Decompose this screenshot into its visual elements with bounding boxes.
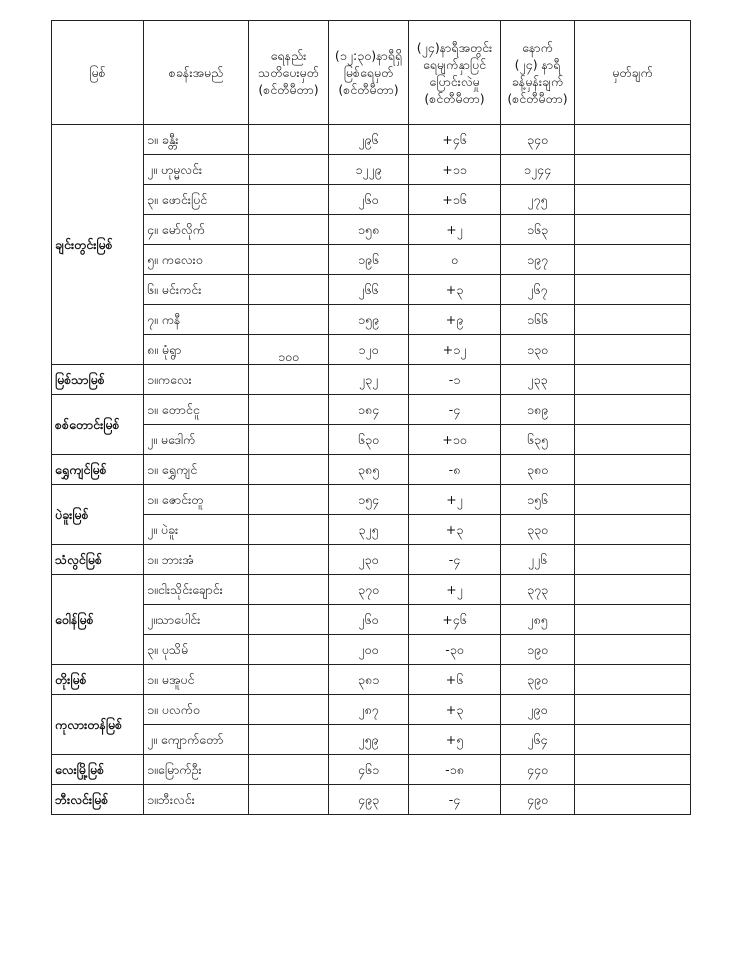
forecast-cell: ၁၈၉ xyxy=(501,395,575,425)
station-name: ၃။ ပုသိမ် xyxy=(144,635,249,665)
station-name: ၁။မြောက်ဦး xyxy=(144,755,249,785)
remarks-cell xyxy=(575,185,691,215)
danger-level-cell xyxy=(249,725,329,755)
change-cell: +၄၆ xyxy=(409,125,501,155)
river-name: မြစ်သာမြစ် xyxy=(52,365,144,395)
current-level-cell: ၂၆၆ xyxy=(329,275,409,305)
table-row xyxy=(52,185,691,215)
current-level-cell: ၆၃၀ xyxy=(329,425,409,455)
river-name: ဘီးလင်းမြစ် xyxy=(52,785,144,815)
station-name: ၁။ မအူပင် xyxy=(144,665,249,695)
current-level-cell: ၁၅၈ xyxy=(329,215,409,245)
table-row xyxy=(52,365,691,395)
table-row xyxy=(52,485,691,515)
change-cell: +၃ xyxy=(409,515,501,545)
change-cell: +၁၂ xyxy=(409,335,501,365)
remarks-cell xyxy=(575,755,691,785)
remarks-cell xyxy=(575,215,691,245)
danger-level-cell xyxy=(249,575,329,605)
remarks-cell xyxy=(575,335,691,365)
header-river: မြစ် xyxy=(52,21,144,125)
change-cell: -၄ xyxy=(409,395,501,425)
current-level-cell: ၁၂၀ xyxy=(329,335,409,365)
station-name: ၂။သာပေါင်း xyxy=(144,605,249,635)
danger-level-cell xyxy=(249,785,329,815)
change-cell: +၂ xyxy=(409,575,501,605)
station-name: ၁။ ခန္တီး xyxy=(144,125,249,155)
danger-level-cell xyxy=(249,305,329,335)
forecast-cell: ၄၉၀ xyxy=(501,785,575,815)
current-level-cell: ၁၅၉ xyxy=(329,305,409,335)
header-remarks: မှတ်ချက် xyxy=(575,21,691,125)
station-name: ၁။ကလေး xyxy=(144,365,249,395)
current-level-cell: ၃၈၅ xyxy=(329,455,409,485)
forecast-cell: ၁၆၆ xyxy=(501,305,575,335)
forecast-cell: ၁၉၀ xyxy=(501,635,575,665)
remarks-cell xyxy=(575,455,691,485)
river-name: ရွှေကျင်မြစ် xyxy=(52,455,144,485)
change-cell: -၄ xyxy=(409,545,501,575)
river-name: သံလွင်မြစ် xyxy=(52,545,144,575)
remarks-cell xyxy=(575,725,691,755)
station-name: ၆။ မင်းကင်း xyxy=(144,275,249,305)
change-cell: -၃၀ xyxy=(409,635,501,665)
table-row xyxy=(52,395,691,425)
current-level-cell: ၄၉၃ xyxy=(329,785,409,815)
remarks-cell xyxy=(575,545,691,575)
change-cell: +၁၆ xyxy=(409,185,501,215)
current-level-cell: ၃၂၅ xyxy=(329,515,409,545)
table-row xyxy=(52,215,691,245)
remarks-cell xyxy=(575,155,691,185)
current-level-cell: ၂၉၆ xyxy=(329,125,409,155)
current-level-cell: ၂၅၉ xyxy=(329,725,409,755)
remarks-cell xyxy=(575,575,691,605)
current-level-cell: ၂၆၀ xyxy=(329,605,409,635)
danger-level-cell xyxy=(249,155,329,185)
remarks-cell xyxy=(575,395,691,425)
danger-level-cell xyxy=(249,215,329,245)
table-row xyxy=(52,425,691,455)
danger-level-cell xyxy=(249,365,329,395)
change-cell: +၆ xyxy=(409,665,501,695)
forecast-cell: ၁၅၆ xyxy=(501,485,575,515)
table-row xyxy=(52,665,691,695)
change-cell: +၂ xyxy=(409,485,501,515)
current-level-cell: ၁၅၄ xyxy=(329,485,409,515)
station-name: ၁။ငါးသိုင်းချောင်း xyxy=(144,575,249,605)
remarks-cell xyxy=(575,515,691,545)
river-name: ပဲခူးမြစ် xyxy=(52,485,144,545)
station-name: ၂။ မဒေါက် xyxy=(144,425,249,455)
current-level-cell: ၃၇၀ xyxy=(329,575,409,605)
station-name: ၁။ဘီးလင်း xyxy=(144,785,249,815)
header-row xyxy=(52,21,691,125)
change-cell: +၁၁ xyxy=(409,155,501,185)
danger-level-cell xyxy=(249,125,329,155)
forecast-cell: ၂၆၄ xyxy=(501,725,575,755)
danger-level-cell xyxy=(249,695,329,725)
forecast-cell: ၁၂၄၄ xyxy=(501,155,575,185)
river-name: တိုးမြစ် xyxy=(52,665,144,695)
forecast-cell: ၃၉၀ xyxy=(501,665,575,695)
station-name: ၃။ ဖောင်းပြင် xyxy=(144,185,249,215)
current-level-cell: ၃၈၁ xyxy=(329,665,409,695)
forecast-cell: ၃၇၃ xyxy=(501,575,575,605)
river-name: လေးမြို့မြစ် xyxy=(52,755,144,785)
table-row xyxy=(52,605,691,635)
forecast-cell: ၆၃၅ xyxy=(501,425,575,455)
change-cell: +၄၆ xyxy=(409,605,501,635)
header-change-24h: (၂၄)နာရီအတွင်း ရေမျက်နှာပြင် ပြောင်းလဲမှု (စင်တီမီတာ) xyxy=(409,21,501,125)
forecast-cell: ၂၉၀ xyxy=(501,695,575,725)
forecast-cell: ၂၂၆ xyxy=(501,545,575,575)
river-name: ချင်းတွင်းမြစ် xyxy=(52,125,144,365)
station-name: ၁။ ပလက်ဝ xyxy=(144,695,249,725)
change-cell: -၁ xyxy=(409,365,501,395)
danger-level-cell xyxy=(249,275,329,305)
table-row xyxy=(52,125,691,155)
danger-level-cell xyxy=(249,425,329,455)
remarks-cell xyxy=(575,365,691,395)
forecast-cell: ၂၆၇ xyxy=(501,275,575,305)
remarks-cell xyxy=(575,635,691,665)
forecast-cell: ၁၆၃ xyxy=(501,215,575,245)
forecast-cell: ၃၃၀ xyxy=(501,515,575,545)
station-name: ၁။ တောင်ငူ xyxy=(144,395,249,425)
current-level-cell: ၂၀၀ xyxy=(329,635,409,665)
danger-level-cell xyxy=(249,245,329,275)
table-row xyxy=(52,305,691,335)
water-level-table xyxy=(51,20,691,815)
forecast-cell: ၁၃၀ xyxy=(501,335,575,365)
table-row xyxy=(52,245,691,275)
forecast-cell: ၄၄၀ xyxy=(501,755,575,785)
danger-level-cell xyxy=(249,485,329,515)
danger-level-cell xyxy=(249,665,329,695)
table-row xyxy=(52,785,691,815)
station-name: ၁။ ရွှေကျင် xyxy=(144,455,249,485)
change-cell: -၈ xyxy=(409,455,501,485)
remarks-cell xyxy=(575,485,691,515)
current-level-cell: ၂၈၇ xyxy=(329,695,409,725)
forecast-cell: ၂၇၅ xyxy=(501,185,575,215)
station-name: ၂။ ပဲခူး xyxy=(144,515,249,545)
change-cell: +၁၀ xyxy=(409,425,501,455)
change-cell: +၃ xyxy=(409,695,501,725)
danger-level-cell xyxy=(249,515,329,545)
remarks-cell xyxy=(575,695,691,725)
change-cell: -၄ xyxy=(409,785,501,815)
river-name: ဝေါန်မြစ် xyxy=(52,575,144,665)
table-row xyxy=(52,455,691,485)
current-level-cell: ၁၂၂၉ xyxy=(329,155,409,185)
station-name: ၅။ ကလေးဝ xyxy=(144,245,249,275)
remarks-cell xyxy=(575,665,691,695)
table-row xyxy=(52,335,691,365)
forecast-cell: ၁၉၇ xyxy=(501,245,575,275)
table-row xyxy=(52,575,691,605)
danger-level-cell xyxy=(249,605,329,635)
station-name: ၁။ ဇောင်းတူ xyxy=(144,485,249,515)
change-cell: +၂ xyxy=(409,215,501,245)
change-cell: +၅ xyxy=(409,725,501,755)
header-danger-level: ရေနည်း သတိပေးမှတ် (စင်တီမီတာ) xyxy=(249,21,329,125)
remarks-cell xyxy=(575,245,691,275)
current-level-cell: ၂၃၂ xyxy=(329,365,409,395)
remarks-cell xyxy=(575,125,691,155)
station-name: ၂။ ဟုမ္မလင်း xyxy=(144,155,249,185)
table-row xyxy=(52,155,691,185)
table-row xyxy=(52,725,691,755)
forecast-cell: ၂၈၅ xyxy=(501,605,575,635)
danger-level-cell xyxy=(249,185,329,215)
table-body xyxy=(52,125,691,815)
change-cell: +၃ xyxy=(409,275,501,305)
station-name: ၈။ မုံရွာ xyxy=(144,335,249,365)
table-row xyxy=(52,695,691,725)
remarks-cell xyxy=(575,425,691,455)
header-forecast: နောက် (၂၄) နာရီ ခန့်မှန်းချက် (စင်တီမီတာ) xyxy=(501,21,575,125)
header-current-level: (၁၂:၃၀)နာရီရှိ မြစ်ရေမှတ် (စင်တီမီတာ) xyxy=(329,21,409,125)
station-name: ၁။ ဘားအံ xyxy=(144,545,249,575)
current-level-cell: ၁၈၄ xyxy=(329,395,409,425)
table-row xyxy=(52,275,691,305)
remarks-cell xyxy=(575,275,691,305)
table-row xyxy=(52,545,691,575)
river-name: စစ်တောင်းမြစ် xyxy=(52,395,144,455)
station-name: ၇။ ကနီ xyxy=(144,305,249,335)
danger-level-cell xyxy=(249,455,329,485)
change-cell: ၀ xyxy=(409,245,501,275)
station-name: ၂။ ကျောက်တော် xyxy=(144,725,249,755)
header-station: စခန်းအမည် xyxy=(144,21,249,125)
current-level-cell: ၁၉၆ xyxy=(329,245,409,275)
change-cell: -၁၈ xyxy=(409,755,501,785)
table-row xyxy=(52,755,691,785)
danger-level-cell xyxy=(249,395,329,425)
table-row xyxy=(52,515,691,545)
danger-level-cell xyxy=(249,545,329,575)
current-level-cell: ၄၆၁ xyxy=(329,755,409,785)
forecast-cell: ၂၃၃ xyxy=(501,365,575,395)
danger-level-cell xyxy=(249,635,329,665)
remarks-cell xyxy=(575,305,691,335)
change-cell: +၉ xyxy=(409,305,501,335)
forecast-cell: ၃၈၀ xyxy=(501,455,575,485)
table-row xyxy=(52,635,691,665)
current-level-cell: ၂၃၀ xyxy=(329,545,409,575)
station-name: ၄။ မော်လိုက် xyxy=(144,215,249,245)
danger-level-cell xyxy=(249,755,329,785)
remarks-cell xyxy=(575,605,691,635)
forecast-cell: ၃၄၀ xyxy=(501,125,575,155)
river-name: ကုလားတန်မြစ် xyxy=(52,695,144,755)
danger-level-cell: ၁၀၀ xyxy=(249,335,329,365)
current-level-cell: ၂၆၀ xyxy=(329,185,409,215)
remarks-cell xyxy=(575,785,691,815)
